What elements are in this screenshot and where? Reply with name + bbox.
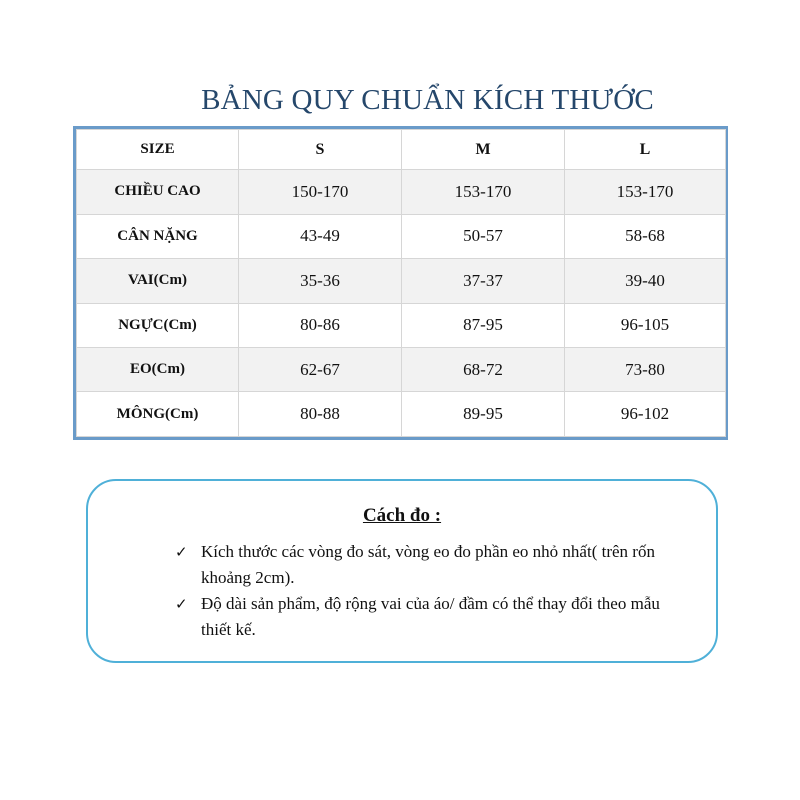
table-cell: 35-36: [239, 259, 402, 303]
table-cell: 80-86: [239, 303, 402, 347]
list-item: [175, 591, 675, 643]
table-cell: 68-72: [402, 348, 565, 392]
table-cell: 50-57: [402, 214, 565, 258]
measurement-guide-title: Cách đo :: [362, 505, 442, 526]
table-cell: 39-40: [565, 259, 726, 303]
row-label-shoulder: VAI(Cm): [77, 259, 239, 303]
measurement-guide-box: [86, 479, 718, 663]
table-cell: 80-88: [239, 392, 402, 437]
table-cell: 87-95: [402, 303, 565, 347]
table-cell: 58-68: [565, 214, 726, 258]
guide-item-text: Độ dài sản phẩm, độ rộng vai của áo/ đầm có thể thay đổi theo mẫu thiết kế.: [201, 594, 660, 639]
row-label-weight: CÂN NẶNG: [77, 214, 239, 258]
header-cell-s: S: [239, 130, 402, 170]
row-label-height: CHIỀU CAO: [77, 170, 239, 214]
page-title: BẢNG QUY CHUẨN KÍCH THƯỚC: [201, 84, 654, 116]
table-cell: 96-102: [565, 392, 726, 437]
table-row: [77, 259, 726, 303]
table-cell: 96-105: [565, 303, 726, 347]
header-cell-l: L: [565, 130, 726, 170]
table-header-row: [77, 130, 726, 170]
size-table: [76, 129, 726, 437]
table-row: [77, 214, 726, 258]
table-row: [77, 170, 726, 214]
size-table-frame: [73, 126, 728, 440]
table-cell: 43-49: [239, 214, 402, 258]
table-row: [77, 303, 726, 347]
table-cell: 150-170: [239, 170, 402, 214]
guide-item-text: Kích thước các vòng đo sát, vòng eo đo phần eo nhỏ nhất( trên rốn khoảng 2cm).: [201, 542, 655, 587]
measurement-guide-list: [175, 539, 675, 643]
row-label-hip: MÔNG(Cm): [77, 392, 239, 437]
row-label-chest: NGỰC(Cm): [77, 303, 239, 347]
row-label-waist: EO(Cm): [77, 348, 239, 392]
check-icon: ✓: [175, 543, 188, 561]
table-cell: 73-80: [565, 348, 726, 392]
table-cell: 37-37: [402, 259, 565, 303]
table-row: [77, 348, 726, 392]
header-cell-size: SIZE: [77, 130, 239, 170]
list-item: [175, 539, 675, 591]
table-cell: 153-170: [565, 170, 726, 214]
table-cell: 153-170: [402, 170, 565, 214]
table-cell: 62-67: [239, 348, 402, 392]
header-cell-m: M: [402, 130, 565, 170]
table-row: [77, 392, 726, 437]
table-cell: 89-95: [402, 392, 565, 437]
check-icon: ✓: [175, 595, 188, 613]
